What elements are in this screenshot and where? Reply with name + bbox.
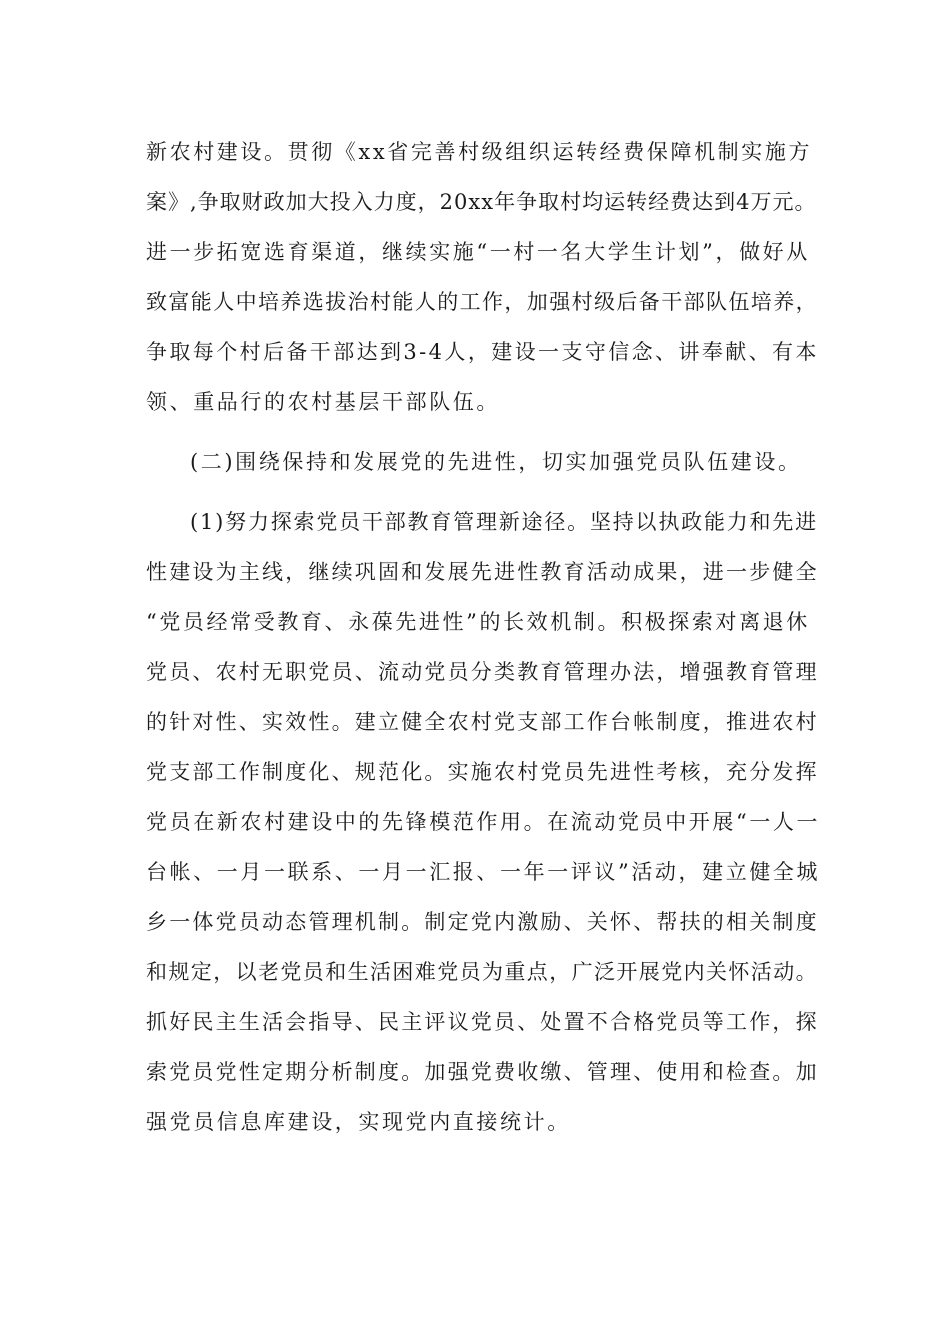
text-line: 强党员信息库建设，实现党内直接统计。 bbox=[146, 1110, 571, 1134]
text-line: 和规定，以老党员和生活困难党员为重点，广泛开展党内关怀活动。 bbox=[146, 960, 818, 984]
text-line: 党支部工作制度化、规范化。实施农村党员先进性考核，充分发挥 bbox=[146, 760, 819, 784]
text-line: 抓好民主生活会指导、民主评议党员、处置不合格党员等工作，探 bbox=[146, 1010, 819, 1034]
text-line: “党员经常受教育、永葆先进性”的长效机制。积极探索对离退休 bbox=[146, 610, 810, 634]
text-line: 新农村建设。贯彻《xx省完善村级组织运转经费保障机制实施方 bbox=[146, 140, 813, 164]
text-line: 的针对性、实效性。建立健全农村党支部工作台帐制度，推进农村 bbox=[146, 710, 819, 734]
text-line: 性建设为主线，继续巩固和发展先进性教育活动成果，进一步健全 bbox=[146, 560, 819, 584]
paragraph-first-line: (1)努力探索党员干部教育管理新途径。坚持以执政能力和先进 bbox=[190, 510, 818, 534]
text-line: 台帐、一月一联系、一月一汇报、一年一评议”活动，建立健全城 bbox=[146, 860, 821, 884]
text-line: 党员在新农村建设中的先锋模范作用。在流动党员中开展“一人一 bbox=[146, 810, 821, 834]
section-heading: (二)围绕保持和发展党的先进性，切实加强党员队伍建设。 bbox=[190, 450, 802, 474]
text-line: 领、重品行的农村基层干部队伍。 bbox=[146, 390, 500, 414]
text-line: 进一步拓宽选育渠道，继续实施“一村一名大学生计划”，做好从 bbox=[146, 240, 810, 264]
text-line: 乡一体党员动态管理机制。制定党内激励、关怀、帮扶的相关制度 bbox=[146, 910, 819, 934]
text-line: 索党员党性定期分析制度。加强党费收缴、管理、使用和检查。加 bbox=[146, 1060, 819, 1084]
text-line: 致富能人中培养选拔治村能人的工作，加强村级后备干部队伍培养， bbox=[146, 290, 818, 314]
text-line: 党员、农村无职党员、流动党员分类教育管理办法，增强教育管理 bbox=[146, 660, 819, 684]
text-line: 争取每个村后备干部达到3-4人，建设一支守信念、讲奉献、有本 bbox=[146, 340, 819, 364]
text-line: 案》,争取财政加大投入力度，20xx年争取村均运转经费达到4万元。 bbox=[146, 190, 817, 214]
